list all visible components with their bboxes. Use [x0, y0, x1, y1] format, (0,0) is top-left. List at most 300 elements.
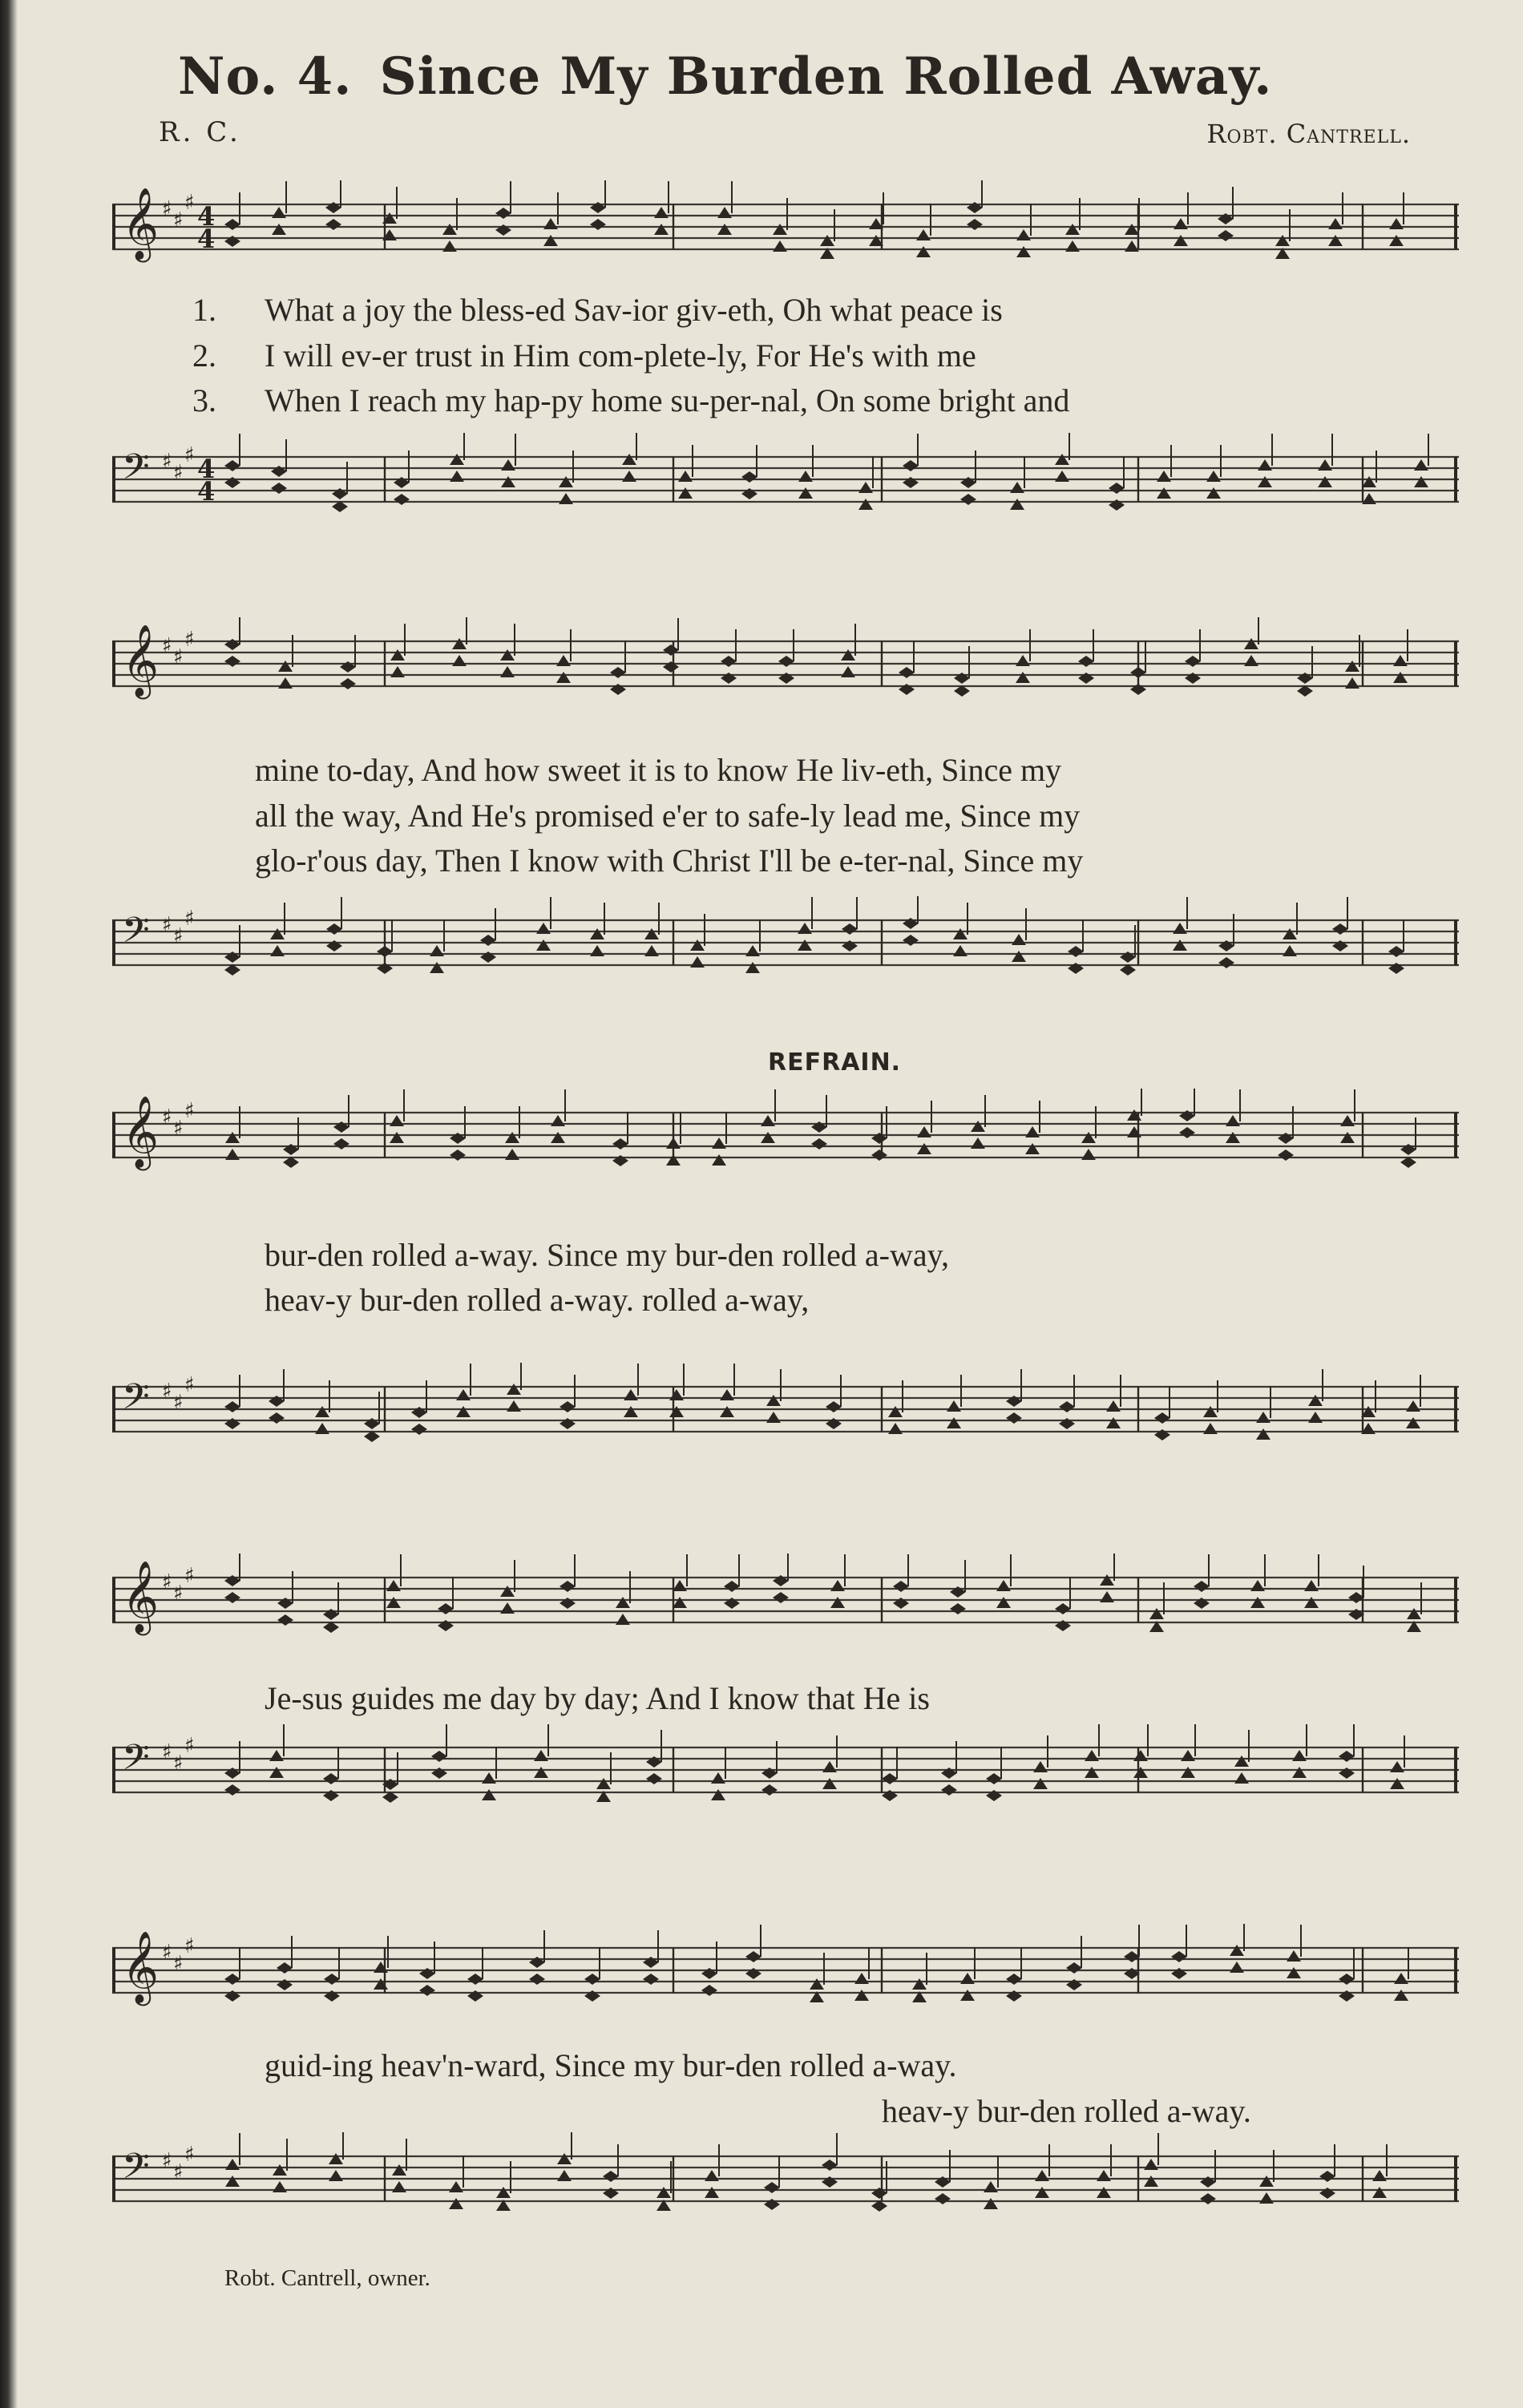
shape-note — [996, 1580, 1011, 1591]
treble-clef-icon: 𝄞 — [122, 1931, 160, 2003]
shape-note — [984, 2181, 998, 2192]
bass-staff — [112, 1363, 1459, 1459]
shape-note — [798, 471, 813, 482]
lyric-line: heav-y bur-den rolled a-way. rolled a-way, — [265, 1282, 810, 1318]
shape-note — [467, 1974, 483, 1985]
shape-note — [1226, 1115, 1240, 1126]
treble-staff — [112, 1553, 1459, 1650]
shape-note — [822, 1761, 837, 1772]
shape-note — [1081, 1132, 1096, 1143]
shape-note — [1318, 476, 1332, 487]
shape-note — [1171, 1951, 1187, 1962]
shape-note — [1006, 1974, 1022, 1985]
shape-note — [273, 2181, 287, 2192]
shape-note — [701, 1985, 717, 1996]
shape-note — [1394, 1990, 1408, 2001]
shape-note — [1362, 493, 1376, 504]
shape-note — [610, 667, 626, 678]
shape-note — [745, 945, 760, 956]
shape-note — [778, 656, 794, 667]
treble-staff-graphic — [112, 1089, 1459, 1185]
sharp-icon: ♯ — [162, 1380, 172, 1404]
shape-note — [1173, 923, 1187, 934]
verse-number: 2. — [192, 337, 216, 374]
shape-note — [678, 471, 693, 482]
shape-note — [225, 2159, 240, 2170]
shape-note — [1340, 1115, 1355, 1126]
lyric-line: heav-y bur-den rolled a-way. — [882, 2093, 1251, 2129]
shape-note — [269, 1412, 285, 1424]
shape-note — [644, 928, 659, 939]
bass-clef-icon: 𝄢 — [122, 1736, 150, 1787]
shape-note — [1407, 1608, 1421, 1619]
shape-note — [270, 928, 285, 939]
shape-note — [1393, 672, 1408, 683]
shape-note — [1292, 1750, 1307, 1761]
shape-note — [917, 1126, 931, 1137]
shape-note — [224, 1592, 240, 1603]
treble-clef-icon: 𝄞 — [122, 1096, 160, 1168]
copyright-footer: Robt. Cantrell, owner. — [224, 2265, 430, 2291]
shape-note — [430, 945, 444, 956]
shape-note — [773, 224, 787, 235]
shape-note — [500, 666, 515, 677]
sharp-icon: ♯ — [173, 1952, 184, 1976]
shape-note — [1068, 946, 1084, 957]
shape-note — [1328, 235, 1343, 246]
shape-note — [456, 1406, 471, 1417]
shape-note — [646, 1773, 662, 1784]
shape-note — [270, 945, 285, 956]
shape-note — [551, 1132, 565, 1143]
shape-note — [612, 1138, 628, 1149]
shape-note — [323, 1773, 339, 1784]
shape-note — [745, 962, 760, 973]
shape-note — [858, 482, 873, 493]
shape-note — [1390, 1761, 1404, 1772]
verse-number: 3. — [192, 382, 216, 418]
sharp-icon: ♯ — [162, 634, 172, 658]
shape-note — [1010, 499, 1024, 510]
shape-note — [590, 928, 604, 939]
shape-note — [273, 2164, 287, 2176]
shape-note — [551, 1115, 565, 1126]
shape-note — [277, 1962, 293, 1974]
shape-note — [1394, 1973, 1408, 1984]
shape-note — [971, 1137, 985, 1149]
shape-note — [277, 1614, 293, 1626]
shape-note — [382, 1792, 398, 1803]
shape-note — [745, 1951, 762, 1962]
shape-note — [1258, 459, 1272, 471]
shape-note — [798, 939, 812, 951]
shape-note — [705, 2187, 719, 2198]
sharp-icon: ♯ — [184, 443, 195, 467]
shape-note — [1097, 2170, 1111, 2181]
shape-note — [1234, 1755, 1249, 1767]
shape-note — [1275, 235, 1290, 246]
shape-note — [278, 677, 293, 689]
shape-note — [536, 923, 551, 934]
shape-note — [690, 956, 705, 968]
verse-number: 1. — [192, 292, 216, 328]
sharp-icon: ♯ — [173, 1391, 184, 1415]
shape-note — [374, 1962, 388, 1973]
shape-note — [669, 1389, 684, 1400]
shape-note — [644, 945, 659, 956]
shape-note — [705, 2170, 719, 2181]
shape-note — [960, 494, 976, 505]
sharp-icon: ♯ — [184, 628, 195, 652]
shape-note — [1256, 1412, 1271, 1423]
sharp-icon: ♯ — [173, 461, 184, 485]
shape-note — [1194, 1581, 1210, 1592]
sharp-icon: ♯ — [173, 645, 184, 669]
shape-note — [1106, 1417, 1121, 1428]
shape-note — [392, 2164, 406, 2176]
shape-note — [482, 1789, 496, 1800]
shape-note — [663, 644, 679, 656]
shape-note — [1127, 1126, 1141, 1137]
shape-note — [953, 928, 968, 939]
shape-note — [1372, 2170, 1387, 2181]
shape-note — [1010, 482, 1024, 493]
shape-note — [1414, 476, 1428, 487]
shape-note — [712, 1137, 726, 1149]
shape-note — [1278, 1149, 1294, 1161]
shape-note — [1133, 1767, 1148, 1778]
shape-note — [536, 939, 551, 951]
shape-note — [1388, 946, 1404, 957]
time-signature-digit: 4 — [197, 224, 216, 254]
bass-staff-graphic — [112, 896, 1459, 992]
shape-note — [495, 208, 511, 219]
shape-note — [419, 1985, 435, 1996]
shape-note — [1390, 1778, 1404, 1789]
shape-note — [798, 487, 813, 499]
shape-note — [1025, 1126, 1040, 1137]
sharp-icon: ♯ — [162, 1105, 172, 1129]
sharp-icon: ♯ — [184, 1934, 195, 1958]
shape-note — [673, 1597, 687, 1608]
shape-note — [1065, 224, 1080, 235]
shape-note — [871, 2200, 887, 2212]
shape-note — [452, 655, 467, 666]
shape-note — [1230, 1962, 1244, 1973]
shape-note — [333, 1138, 349, 1149]
shape-note — [1258, 476, 1272, 487]
shape-note — [1144, 2159, 1158, 2170]
shape-note — [324, 1974, 340, 1985]
shape-note — [1206, 487, 1221, 499]
shape-note — [1085, 1767, 1099, 1778]
treble-clef-icon: 𝄞 — [122, 1561, 160, 1633]
shape-note — [596, 1778, 611, 1789]
shape-note — [1059, 1401, 1075, 1412]
shape-note — [830, 1580, 845, 1591]
shape-note — [1055, 454, 1069, 465]
lyric-line: bur-den rolled a-way. Since my bur-den rolled a-way, — [265, 1237, 950, 1273]
time-signature-digit: 4 — [197, 454, 216, 484]
shape-note — [1328, 218, 1343, 229]
lyric-line: What a joy the bless-ed Sav-ior giv-eth, Oh what peace is — [265, 292, 1003, 328]
lyric-line: glo-r'ous day, Then I know with Christ I'll be e-ter-nal, Since my — [255, 842, 1084, 879]
shape-note — [374, 1978, 388, 1990]
shape-note — [953, 945, 968, 956]
shape-note — [1130, 667, 1146, 678]
sharp-icon: ♯ — [184, 1564, 195, 1588]
shape-note — [1283, 928, 1297, 939]
sharp-icon: ♯ — [162, 913, 172, 937]
shape-note — [917, 1143, 931, 1154]
shape-note — [1012, 934, 1026, 945]
shape-note — [903, 460, 919, 471]
shape-note — [269, 1750, 284, 1761]
lyric-line: I will ev-er trust in Him com-plete-ly, For He's with me — [265, 337, 976, 374]
shape-note — [1181, 1750, 1195, 1761]
shape-note — [882, 1773, 898, 1784]
shape-note — [1226, 1132, 1240, 1143]
shape-note — [315, 1406, 329, 1417]
shape-note — [1125, 224, 1139, 235]
treble-clef-icon: 𝄞 — [122, 188, 160, 260]
shape-note — [500, 1602, 515, 1614]
lyric-line: When I reach my hap-py home su-per-nal, On some bright and — [265, 382, 1070, 418]
shape-note — [854, 1973, 869, 1984]
shape-note — [1318, 459, 1332, 471]
shape-note — [450, 1149, 466, 1161]
shape-note — [1012, 951, 1026, 962]
shape-note — [1200, 2193, 1216, 2204]
sharp-icon: ♯ — [184, 1373, 195, 1397]
bass-staff-graphic — [112, 433, 1459, 529]
shape-note — [452, 638, 467, 649]
treble-staff — [112, 1924, 1459, 2020]
shape-note — [1149, 1608, 1164, 1619]
shape-note — [773, 240, 787, 252]
shape-note — [916, 246, 931, 257]
shape-note — [1185, 656, 1201, 667]
shape-note — [1033, 1778, 1048, 1789]
shape-note — [1250, 1597, 1265, 1608]
bass-clef-icon: 𝄢 — [122, 1376, 150, 1426]
sharp-icon: ♯ — [184, 1099, 195, 1123]
shape-note — [500, 1586, 515, 1597]
shape-note — [984, 2198, 998, 2209]
shape-note — [1287, 1967, 1301, 1978]
shape-note — [1308, 1412, 1323, 1423]
shape-note — [1078, 656, 1094, 667]
shape-note — [941, 1784, 957, 1796]
shape-note — [1203, 1423, 1218, 1434]
shape-note — [496, 2187, 511, 2198]
shape-note — [507, 1384, 521, 1395]
shape-note — [1133, 1750, 1148, 1761]
shape-note — [543, 218, 558, 229]
shape-note — [392, 2181, 406, 2192]
shape-note — [1362, 476, 1376, 487]
shape-note — [1256, 1428, 1271, 1440]
shape-note — [1319, 2171, 1335, 2182]
shape-note — [624, 1389, 638, 1400]
shape-note — [1016, 229, 1031, 240]
shape-note — [278, 661, 293, 672]
shape-note — [431, 1751, 447, 1762]
shape-note — [822, 2160, 838, 2171]
shape-note — [1006, 1412, 1022, 1424]
shape-note — [1173, 939, 1187, 951]
shape-note — [560, 1401, 576, 1412]
shape-note — [442, 224, 457, 235]
shape-note — [616, 1614, 630, 1625]
shape-note — [822, 1778, 837, 1789]
bass-staff-graphic — [112, 2132, 1459, 2228]
shape-note — [1157, 487, 1171, 499]
shape-note — [556, 655, 571, 666]
shape-note — [830, 1597, 845, 1608]
shape-note — [224, 1401, 240, 1412]
shape-note — [1144, 2176, 1158, 2187]
shape-note — [438, 1603, 454, 1614]
shape-note — [1179, 1127, 1195, 1138]
shape-note — [1035, 2170, 1049, 2181]
shape-note — [1174, 235, 1188, 246]
shape-note — [1406, 1400, 1420, 1412]
bass-staff-graphic — [112, 1723, 1459, 1820]
shape-note — [1125, 240, 1139, 252]
shape-note — [430, 962, 444, 973]
shape-note — [935, 2193, 951, 2204]
lyric-line: all the way, And He's promised e'er to safe-ly lead me, Since my — [255, 798, 1081, 834]
treble-staff — [112, 617, 1459, 713]
lyric-line: Je-sus guides me day by day; And I know that He is — [265, 1680, 930, 1716]
treble-staff — [112, 180, 1459, 277]
shape-note — [225, 2176, 240, 2187]
bass-staff — [112, 433, 1459, 529]
shape-note — [1345, 677, 1359, 689]
shape-note — [690, 939, 705, 951]
sharp-icon: ♯ — [173, 924, 184, 948]
shape-note — [1304, 1597, 1319, 1608]
lyric-line: guid-ing heav'n-ward, Since my bur-den rolled a-way. — [265, 2047, 957, 2083]
shape-note — [1097, 2187, 1111, 2198]
shape-note — [325, 219, 341, 230]
shape-note — [271, 483, 287, 494]
shape-note — [480, 935, 496, 946]
shape-note — [340, 678, 356, 689]
sharp-icon: ♯ — [173, 1582, 184, 1606]
shape-note — [450, 454, 464, 465]
shape-note — [669, 1406, 684, 1417]
shape-note — [916, 229, 931, 240]
sharp-icon: ♯ — [184, 2143, 195, 2167]
sharp-icon: ♯ — [162, 1740, 172, 1764]
shape-note — [1174, 218, 1188, 229]
shape-note — [761, 1132, 775, 1143]
shape-note — [950, 1603, 966, 1614]
song-title: Since My Burden Rolled Away. — [379, 46, 1273, 107]
sharp-icon: ♯ — [184, 191, 195, 215]
shape-note — [1332, 923, 1348, 935]
shape-note — [224, 656, 240, 667]
shape-note — [1066, 1962, 1082, 1974]
shape-note — [1065, 240, 1080, 252]
shape-note — [1100, 1574, 1114, 1586]
shape-note — [971, 1121, 985, 1132]
shape-note — [505, 1132, 519, 1143]
sharp-icon: ♯ — [162, 1941, 172, 1965]
shape-note — [456, 1389, 471, 1400]
shape-note — [854, 1990, 869, 2001]
time-signature-digit: 4 — [197, 201, 216, 232]
lyric-line: mine to-day, And how sweet it is to know He liv-eth, Since my — [255, 752, 1062, 788]
shape-note — [766, 1395, 781, 1406]
shape-note — [666, 1154, 681, 1166]
shape-note — [1055, 471, 1069, 482]
shape-note — [560, 1581, 576, 1592]
shape-note — [1339, 1751, 1355, 1762]
shape-note — [1372, 2187, 1387, 2198]
shape-note — [326, 923, 342, 935]
shape-note — [224, 1974, 240, 1985]
sharp-icon: ♯ — [173, 1117, 184, 1141]
shape-note — [912, 1978, 927, 1990]
shape-note — [534, 1767, 548, 1778]
shape-note — [386, 1597, 401, 1608]
shape-note — [1234, 1772, 1249, 1784]
shape-note — [590, 219, 606, 230]
shape-note — [811, 1138, 827, 1149]
shape-note — [390, 1132, 404, 1143]
shape-note — [224, 219, 240, 230]
shape-note — [762, 1784, 778, 1796]
sharp-icon: ♯ — [173, 2160, 184, 2184]
shape-note — [1244, 638, 1258, 649]
shape-note — [616, 1597, 630, 1608]
shape-note — [1287, 1950, 1301, 1962]
shape-note — [678, 487, 693, 499]
shape-note — [1339, 1974, 1355, 1985]
shape-note — [224, 1784, 240, 1796]
shape-note — [584, 1974, 600, 1985]
sharp-icon: ♯ — [184, 907, 195, 931]
shape-note — [712, 1154, 726, 1166]
shape-note — [272, 224, 286, 235]
shape-note — [858, 499, 873, 510]
shape-note — [1259, 2176, 1274, 2187]
shape-note — [1154, 1412, 1170, 1424]
shape-note — [761, 1115, 775, 1126]
shape-note — [449, 2198, 463, 2209]
shape-note — [656, 2187, 671, 2198]
shape-note — [720, 1406, 734, 1417]
shape-note — [673, 1580, 687, 1591]
shape-note — [1035, 2187, 1049, 2198]
shape-note — [711, 1772, 725, 1784]
shape-note — [559, 476, 573, 487]
shape-note — [1203, 1406, 1218, 1417]
shape-note — [1100, 1591, 1114, 1602]
shape-note — [534, 1750, 548, 1761]
time-signature-digit: 4 — [197, 476, 216, 507]
shape-note — [225, 1149, 240, 1160]
song-title-line — [178, 46, 1272, 107]
shape-note — [1016, 672, 1030, 683]
shape-note — [1218, 957, 1234, 968]
shape-note — [529, 1974, 545, 1985]
shape-note — [1292, 1767, 1307, 1778]
shape-note — [947, 1400, 961, 1412]
